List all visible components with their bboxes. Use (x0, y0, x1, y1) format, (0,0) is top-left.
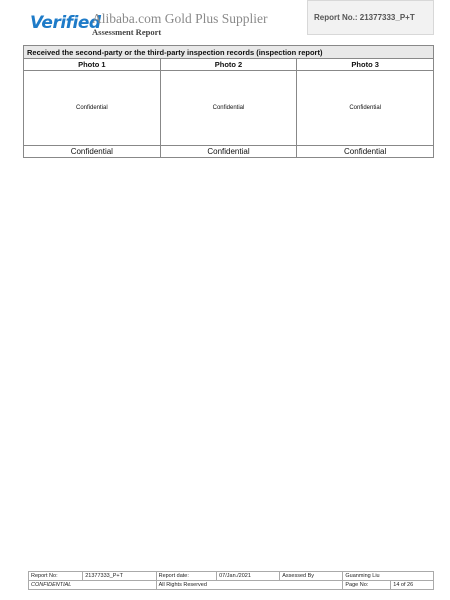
photo-3-caption: Confidential (297, 146, 434, 158)
footer-report-date-label: Report date: (156, 572, 217, 581)
footer-confidential: CONFIDENTIAL (29, 581, 157, 590)
column-header-photo-2: Photo 2 (160, 59, 297, 71)
footer-report-date-value: 07/Jan./2021 (217, 572, 280, 581)
photo-1-cell: Confidential (24, 71, 161, 146)
verified-logo (30, 13, 101, 33)
footer-report-no-label: Report No: (29, 572, 83, 581)
brand-subtitle: Assessment Report (92, 27, 162, 37)
footer-assessed-by-value: Guanming Liu (343, 572, 434, 581)
footer-page-no-label: Page No: (343, 581, 391, 590)
report-number: Report No.: 21377333_P+T (314, 13, 415, 22)
inspection-records-table (23, 45, 434, 158)
table-heading: Received the second-party or the third-party inspection records (inspection report) (24, 46, 434, 59)
column-header-photo-3: Photo 3 (297, 59, 434, 71)
column-header-photo-1: Photo 1 (24, 59, 161, 71)
brand-title: Alibaba.com Gold Plus Supplier (92, 11, 268, 26)
logo-text: Verified (30, 13, 101, 33)
page-footer (28, 571, 434, 590)
report-number-box (307, 0, 434, 35)
photo-3-cell: Confidential (297, 71, 434, 146)
photo-2-cell: Confidential (160, 71, 297, 146)
photo-1-caption: Confidential (24, 146, 161, 158)
footer-page-no-value: 14 of 26 (391, 581, 434, 590)
footer-assessed-by-label: Assessed By (280, 572, 343, 581)
photo-2-caption: Confidential (160, 146, 297, 158)
footer-report-no-value: 21377333_P+T (83, 572, 156, 581)
footer-rights: All Rights Reserved (156, 581, 343, 590)
